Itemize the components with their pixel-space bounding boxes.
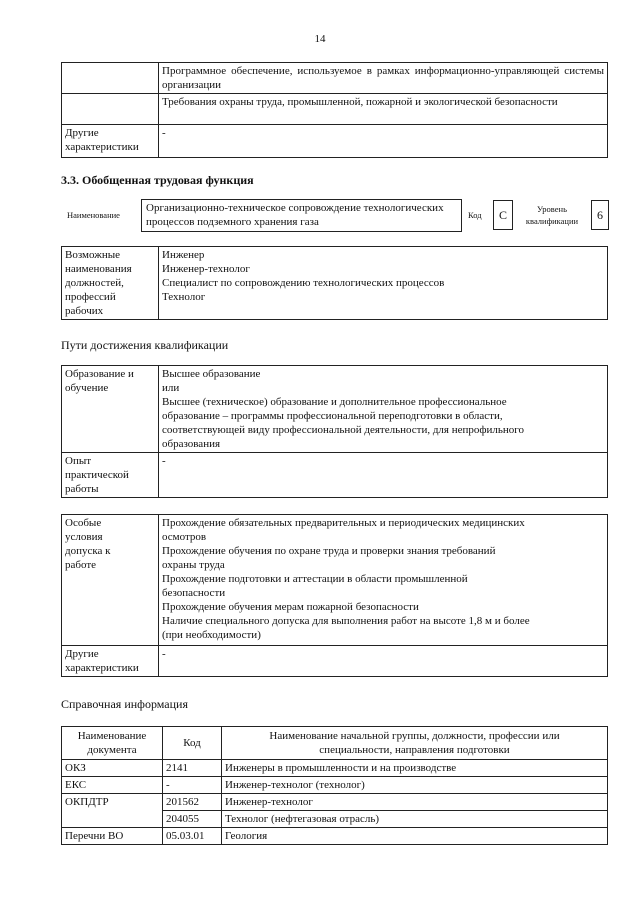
row-label	[62, 94, 159, 125]
table-row	[62, 94, 608, 125]
cell-name: Инженеры в промышленности и на производстве	[222, 760, 608, 777]
positions-list	[159, 247, 608, 320]
level-value: 6	[597, 208, 603, 222]
table-row	[62, 646, 608, 677]
cell-code: 2141	[163, 760, 222, 777]
code-box	[493, 200, 513, 230]
label-line: рабочих	[65, 305, 104, 317]
header-line: специальности, направления подготовки	[319, 744, 510, 756]
code-value: С	[498, 208, 507, 222]
table-row	[62, 63, 608, 94]
cell-code: 204055	[163, 811, 222, 828]
cell-code: -	[163, 777, 222, 794]
row-value: Программное обеспечение, используемое в рамках информационно-управляющей системы организации	[159, 63, 608, 94]
table-row	[62, 777, 608, 794]
label-line: работе	[65, 559, 97, 571]
cell-name: Технолог (нефтегазовая отрасль)	[222, 811, 608, 828]
cell-doc: ОКЗ	[62, 760, 163, 777]
label-line: работы	[65, 483, 99, 495]
label-line: практической	[65, 469, 129, 481]
table-row	[62, 828, 608, 845]
text-line: образования	[162, 438, 221, 450]
cell-name: Инженер-технолог (технолог)	[222, 777, 608, 794]
list-item: Инженер	[162, 249, 205, 261]
education-label	[62, 366, 159, 453]
function-name-box	[141, 199, 462, 232]
row-label: Другие характеристики	[62, 125, 159, 158]
label-line: Опыт	[65, 455, 92, 467]
experience-value: -	[159, 453, 608, 498]
education-table	[61, 365, 608, 498]
education-value	[159, 366, 608, 453]
section-title: 3.3. Обобщенная трудовая функция	[61, 173, 254, 187]
level-label-line: Уровень	[537, 204, 567, 214]
text-line: соответствующей виду профессиональной деятельности, для непрофильного	[162, 424, 525, 436]
list-item: Инженер-технолог	[162, 263, 250, 275]
table-row	[62, 247, 608, 320]
text-line: Высшее (техническое) образование и дополнительное профессиональное	[162, 396, 507, 408]
text-line: Прохождение обучения по охране труда и проверки знания требований	[162, 545, 496, 557]
text-line: образование – программы профессиональной переподготовки в области,	[162, 410, 503, 422]
admission-value	[159, 515, 608, 646]
admission-label	[62, 515, 159, 646]
label-line: Образование и	[65, 368, 134, 380]
label-line: условия	[65, 531, 103, 543]
cell-doc	[62, 811, 163, 828]
other-label	[62, 646, 159, 677]
label-line: Другие	[65, 648, 99, 660]
header-code: Код	[163, 727, 222, 760]
cell-doc: ОКПДТР	[62, 794, 163, 811]
header-name	[222, 727, 608, 760]
table-row	[62, 453, 608, 498]
text-line: Прохождение обязательных предварительных и периодических медицинских	[162, 517, 525, 529]
experience-label	[62, 453, 159, 498]
label-line: обучение	[65, 382, 109, 394]
text-line: охраны труда	[162, 559, 225, 571]
text-line: осмотров	[162, 531, 207, 543]
table-row	[62, 811, 608, 828]
row-value: -	[159, 125, 608, 158]
top-table	[61, 62, 608, 158]
text-line: безопасности	[162, 587, 226, 599]
row-value: Требования охраны труда, промышленной, пожарной и экологической безопасности	[159, 94, 608, 125]
table-row	[62, 125, 608, 158]
positions-table	[61, 246, 608, 320]
table-row	[62, 515, 608, 646]
function-name: Организационно-техническое сопровождение технологических процессов подземного хранения газа	[146, 202, 444, 228]
cell-doc: ЕКС	[62, 777, 163, 794]
text-line: Прохождение обучения мерам пожарной безопасности	[162, 601, 419, 613]
text-line: Прохождение подготовки и аттестации в области промышленной	[162, 573, 468, 585]
header-line: Наименование начальной группы, должности, профессии или	[269, 730, 560, 742]
text-line: (при необходимости)	[162, 629, 261, 641]
table-header-row	[62, 727, 608, 760]
header-line: Наименование	[77, 730, 147, 742]
header-line: документа	[87, 744, 137, 756]
paths-title: Пути достижения квалификации	[61, 338, 229, 352]
cell-code: 201562	[163, 794, 222, 811]
list-item: Специалист по сопровождению технологических процессов	[162, 277, 445, 289]
code-label: Код	[468, 210, 482, 220]
reference-title: Справочная информация	[61, 697, 188, 711]
cell-name: Инженер-технолог	[222, 794, 608, 811]
level-label	[517, 203, 587, 227]
label-line: Возможные	[65, 249, 120, 261]
text-line: или	[162, 382, 180, 394]
page-number: 14	[314, 33, 326, 45]
table-row	[62, 794, 608, 811]
reference-table	[61, 726, 608, 845]
label-line: допуска к	[65, 545, 111, 557]
table-row	[62, 366, 608, 453]
row-label	[62, 63, 159, 94]
other-value: -	[159, 646, 608, 677]
table-row	[62, 760, 608, 777]
label-line: наименования	[65, 263, 132, 275]
positions-label	[62, 247, 159, 320]
level-label-line: квалификации	[525, 216, 579, 226]
label-line: профессий	[65, 291, 116, 303]
cell-code: 05.03.01	[163, 828, 222, 845]
text-line: Наличие специального допуска для выполнения работ на высоте 1,8 м и более	[162, 615, 530, 627]
label-line: Особые	[65, 517, 102, 529]
admission-table	[61, 514, 608, 677]
text-line: Высшее образование	[162, 368, 261, 380]
name-label: Наименование	[67, 210, 120, 220]
label-line: характеристики	[65, 662, 139, 674]
cell-doc: Перечни ВО	[62, 828, 163, 845]
cell-name: Геология	[222, 828, 608, 845]
level-box	[591, 200, 609, 230]
list-item: Технолог	[162, 291, 206, 303]
header-doc	[62, 727, 163, 760]
label-line: должностей,	[65, 277, 124, 289]
